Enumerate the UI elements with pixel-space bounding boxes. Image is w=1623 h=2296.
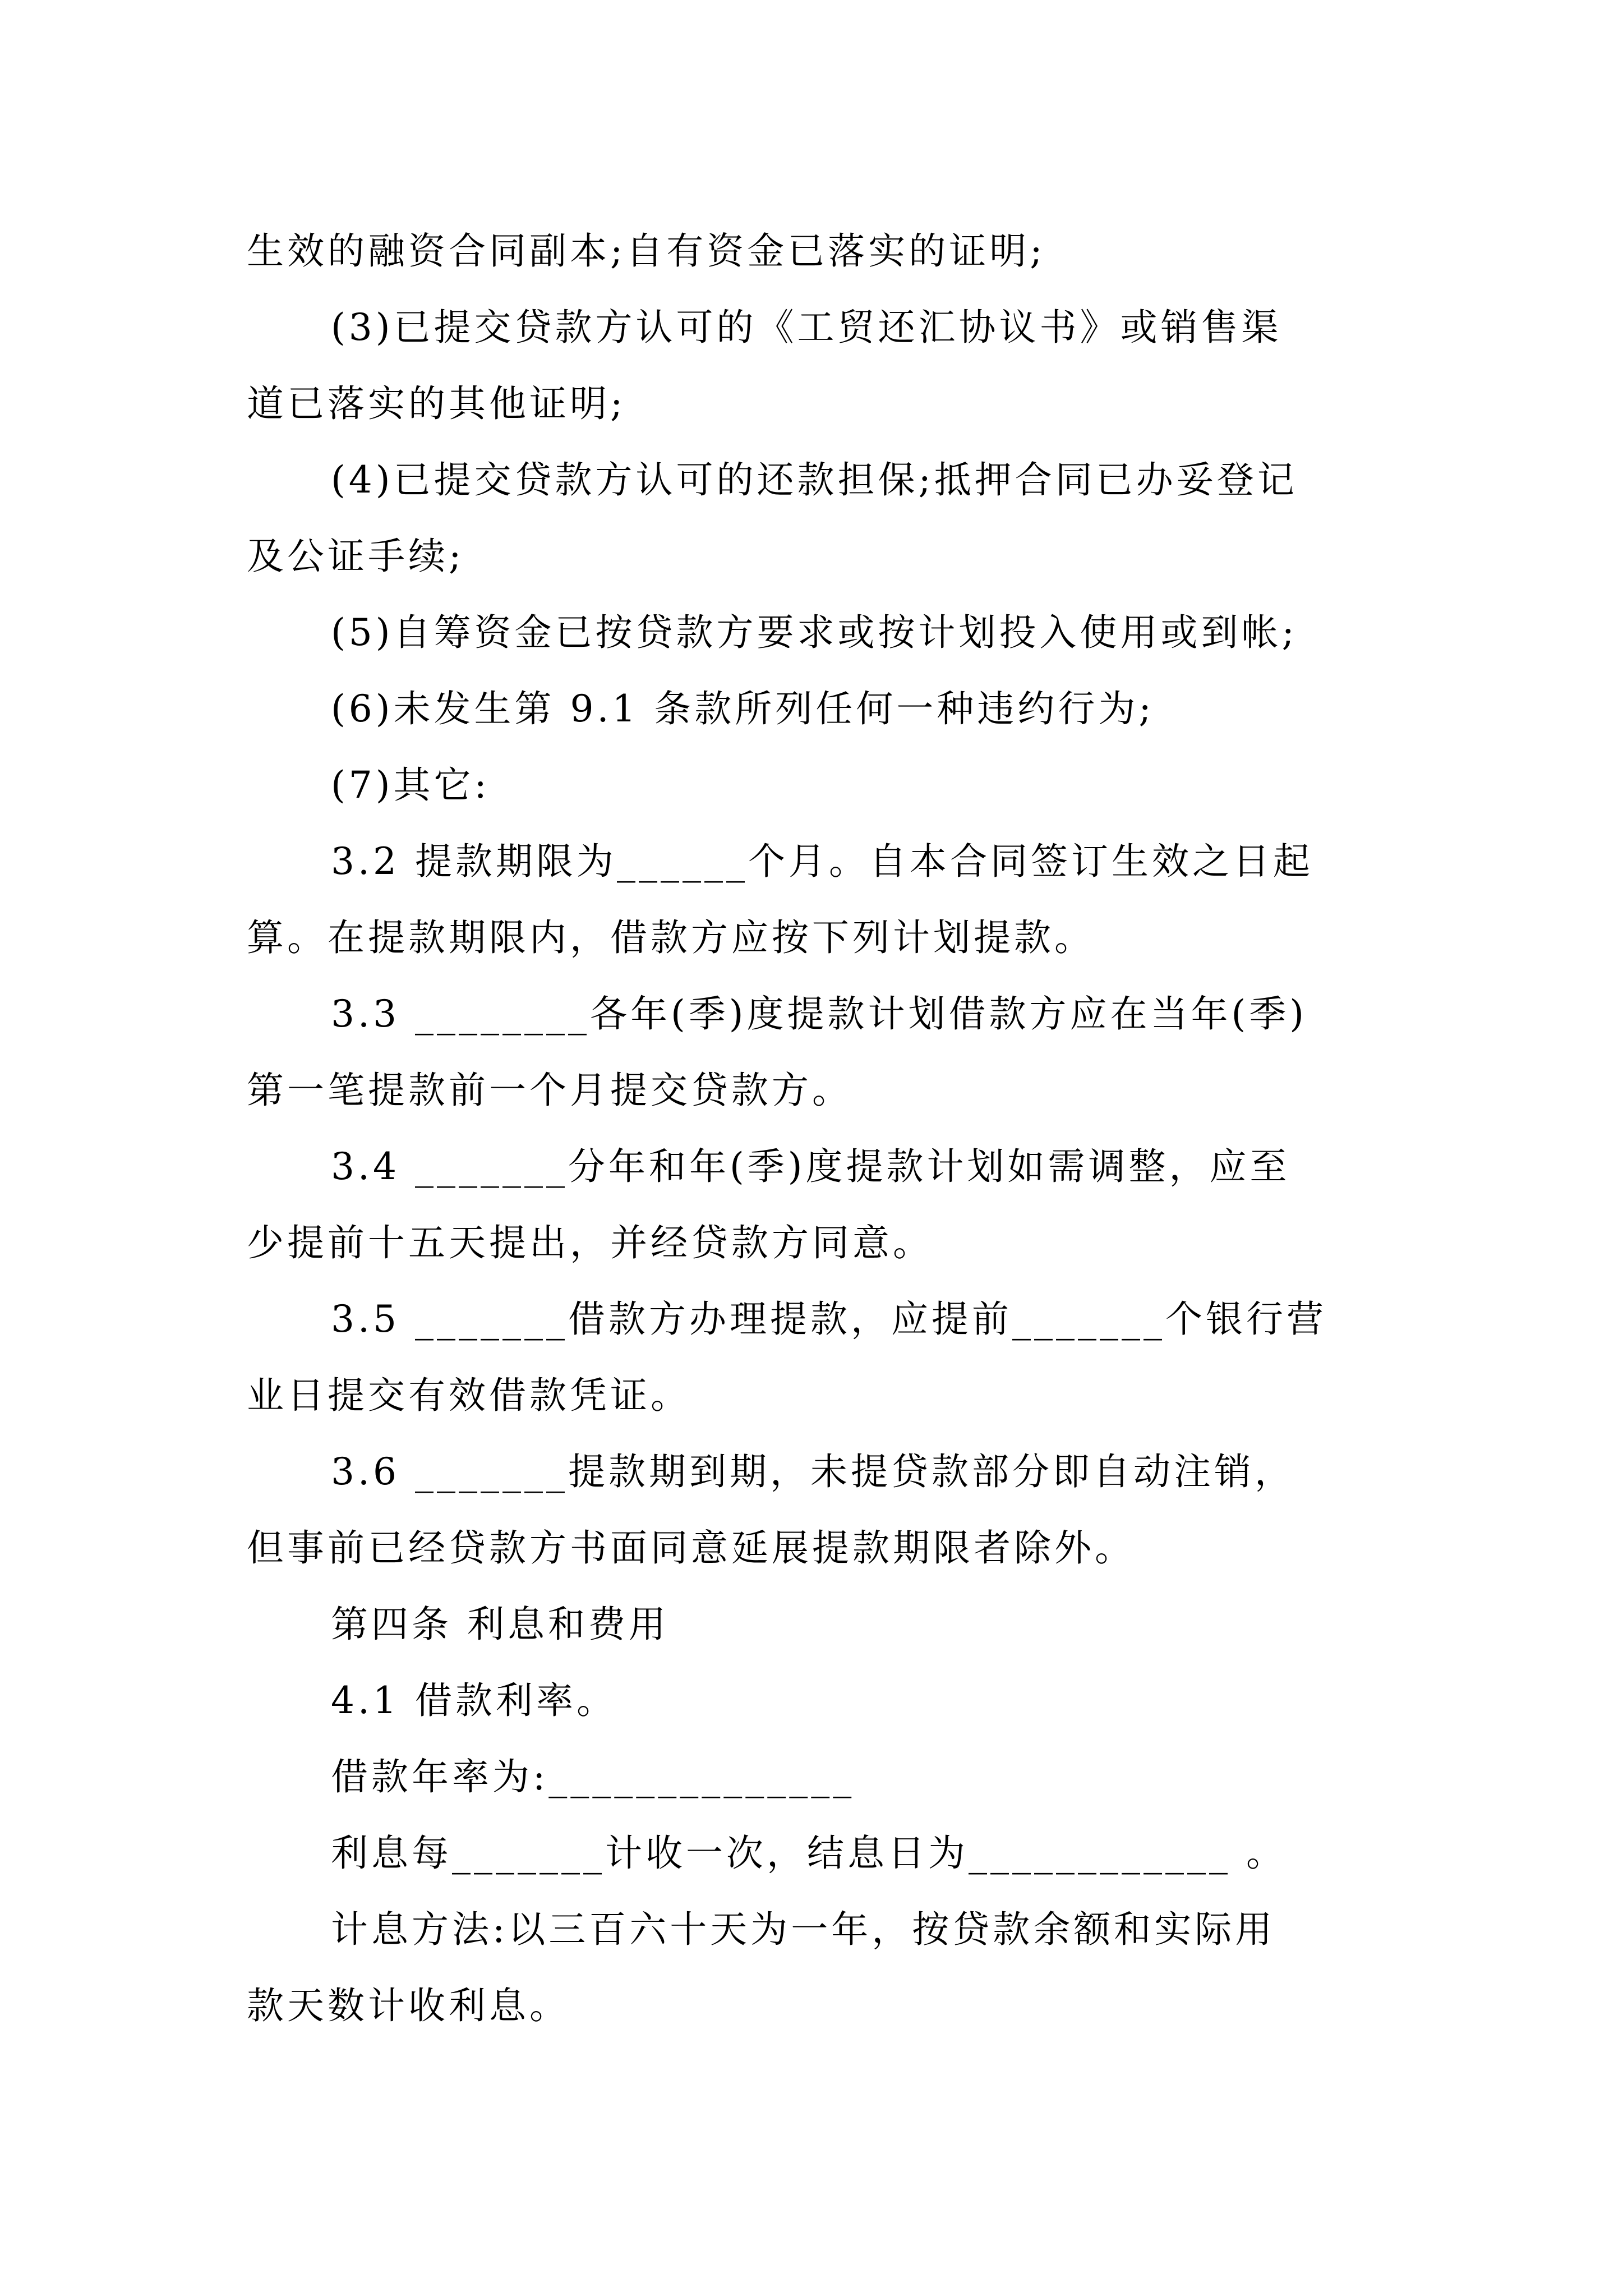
text-line: 4.1 借款利率。: [331, 1679, 617, 1722]
text-line: (5)自筹资金已按贷款方要求或按计划投入使用或到帐;: [331, 611, 1298, 654]
text-line: 3.4 _______分年和年(季)度提款计划如需调整，应至: [331, 1145, 1290, 1188]
text-line: (7)其它:: [331, 763, 490, 807]
text-line: 3.5 _______借款方办理提款，应提前_______个银行营: [331, 1297, 1327, 1341]
text-line: 生效的融资合同副本;自有资金已落实的证明;: [247, 229, 1046, 273]
text-line: 3.2 提款期限为______个月。自本合同签订生效之日起: [331, 840, 1313, 883]
text-line: 算。在提款期限内，借款方应按下列计划提款。: [247, 916, 1095, 959]
text-line: (6)未发生第 9.1 条款所列任何一种违约行为;: [331, 687, 1155, 730]
text-line: 利息每_______计收一次，结息日为____________ 。: [331, 1832, 1287, 1875]
text-line: 3.6 _______提款期到期，未提贷款部分即自动注销，: [331, 1450, 1295, 1493]
text-line: 借款年率为:______________: [331, 1755, 855, 1798]
text-line: 道已落实的其他证明;: [247, 382, 626, 425]
text-line: 款天数计收利息。: [247, 1984, 570, 2027]
section-heading: 第四条 利息和费用: [331, 1603, 669, 1646]
text-line: 计息方法:以三百六十天为一年，按贷款余额和实际用: [331, 1908, 1276, 1951]
text-line: 但事前已经贷款方书面同意延展提款期限者除外。: [247, 1526, 1135, 1570]
text-line: 少提前十五天提出，并经贷款方同意。: [247, 1221, 933, 1264]
text-line: 业日提交有效借款凭证。: [247, 1374, 691, 1417]
text-line: 3.3 ________各年(季)度提款计划借款方应在当年(季): [331, 992, 1307, 1036]
text-line: (4)已提交贷款方认可的还款担保;抵押合同已办妥登记: [331, 458, 1298, 501]
text-line: (3)已提交贷款方认可的《工贸还汇协议书》或销售渠: [331, 306, 1282, 349]
text-line: 及公证手续;: [247, 535, 465, 578]
document-page: [247, 213, 1391, 2044]
text-line: 第一笔提款前一个月提交贷款方。: [247, 1069, 852, 1112]
